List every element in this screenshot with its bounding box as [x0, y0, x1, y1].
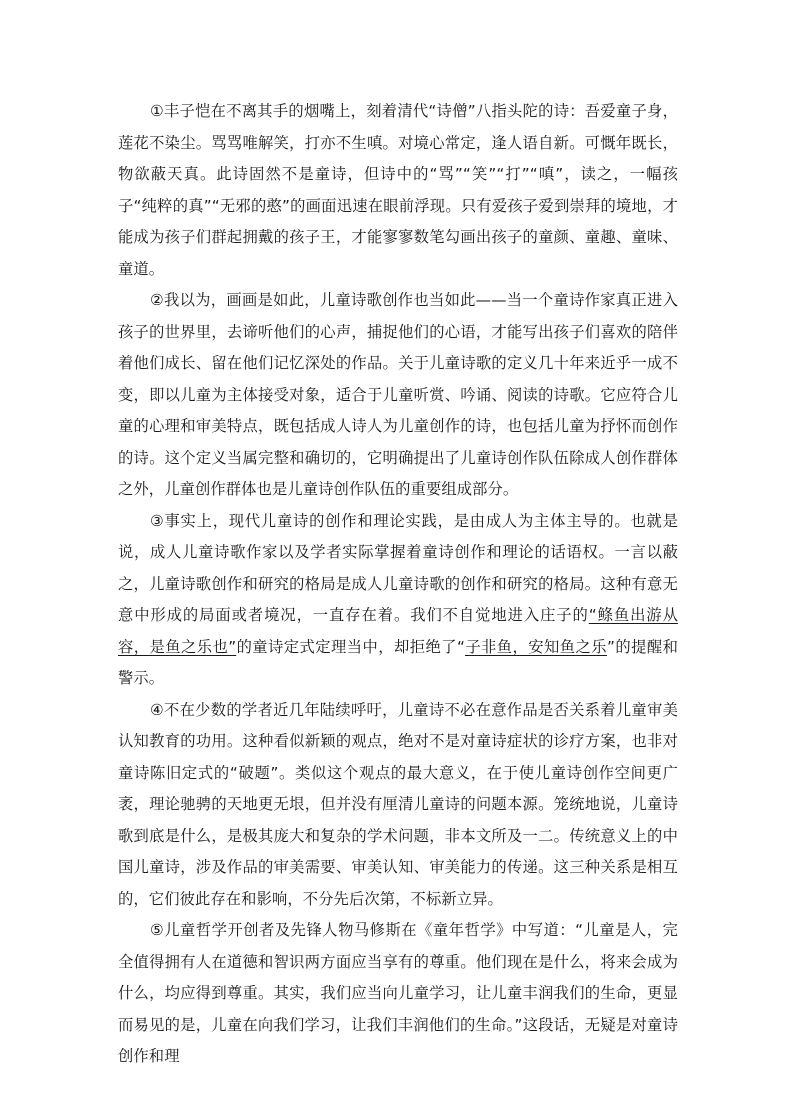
underlined-quote-zhuangzi: “鲦鱼出游从容，是鱼之乐也” [118, 606, 678, 656]
underlined-quote-huizi: 子非鱼，安知鱼之乐 [464, 637, 607, 656]
paragraph-3 [118, 506, 678, 695]
paragraph-1 [118, 96, 678, 285]
paragraph-3-text-mid: 的童诗定式定理当中，却拒绝了“ [236, 637, 465, 656]
paragraph-3-text-end: ”的提醒和警示。 [118, 637, 678, 687]
paragraph-4 [118, 695, 678, 916]
paragraph-5 [118, 915, 678, 1073]
paragraph-5-text: ⑤儿童哲学开创者及先锋人物马修斯在《童年哲学》中写道：“儿童是人，完全值得拥有人在道德和智识两方面应当享有的尊重。他们现在是什么，将来会成为什么，均应得到尊重。其实，我们应当向儿童学习，让儿童丰润我们的生命，更显而易见的是，儿童在向我们学习，让我们丰润他们的生命。”这段话，无疑是对童诗创作和理 [118, 921, 678, 1065]
paragraph-3-text: ③事实上，现代儿童诗的创作和理论实践，是由成人为主体主导的。也就是说，成人儿童诗歌作家以及学者实际掌握着童诗创作和理论的话语权。一言以蔽之，儿童诗歌创作和研究的格局是成人儿童诗歌的创作和研究的格局。这种有意无意中形成的局面或者境况，一直存在着。我们不自觉地进入庄子的 [118, 511, 678, 624]
paragraph-1-text: ①丰子恺在不离其手的烟嘴上，刻着清代“诗僧”八指头陀的诗：吾爱童子身，莲花不染尘。骂骂唯解笑，打亦不生嗔。对境心常定，逢人语自新。可慨年既长，物欲蔽天真。此诗固然不是童诗，但诗中的“骂”“笑”“打”“嗔”，读之，一幅孩子“纯粹的真”“无邪的憨”的画面迅速在眼前浮现。只有爱孩子爱到崇拜的境地，才能成为孩子们群起拥戴的孩子王，才能寥寥数笔勾画出孩子的童颜、童趣、童味、童道。 [118, 102, 678, 278]
document-page [118, 96, 678, 1073]
paragraph-2-text: ②我以为，画画是如此，儿童诗歌创作也当如此——当一个童诗作家真正进入孩子的世界里，去谛听他们的心声，捕捉他们的心语，才能写出孩子们喜欢的陪伴着他们成长、留在他们记忆深处的作品。关于儿童诗歌的定义几十年来近乎一成不变，即以儿童为主体接受对象，适合于儿童听赏、吟诵、阅读的诗歌。它应符合儿童的心理和审美特点，既包括成人诗人为儿童创作的诗，也包括儿童为抒怀而创作的诗。这个定义当属完整和确切的，它明确提出了儿童诗创作队伍除成人创作群体之外，儿童创作群体也是儿童诗创作队伍的重要组成部分。 [118, 291, 678, 498]
paragraph-4-text: ④不在少数的学者近几年陆续呼吁，儿童诗不必在意作品是否关系着儿童审美认知教育的功用。这种看似新颖的观点，绝对不是对童诗症状的诊疗方案，也非对童诗陈旧定式的“破题”。类似这个观点的最大意义，在于使儿童诗创作空间更广袤，理论驰骋的天地更无垠，但并没有厘清儿童诗的问题本源。笼统地说，儿童诗歌到底是什么，是极其庞大和复杂的学术问题，非本文所及一二。传统意义上的中国儿童诗，涉及作品的审美需要、审美认知、审美能力的传递。这三种关系是相互的，它们彼此存在和影响，不分先后次第，不标新立异。 [118, 700, 678, 908]
paragraph-2 [118, 285, 678, 506]
